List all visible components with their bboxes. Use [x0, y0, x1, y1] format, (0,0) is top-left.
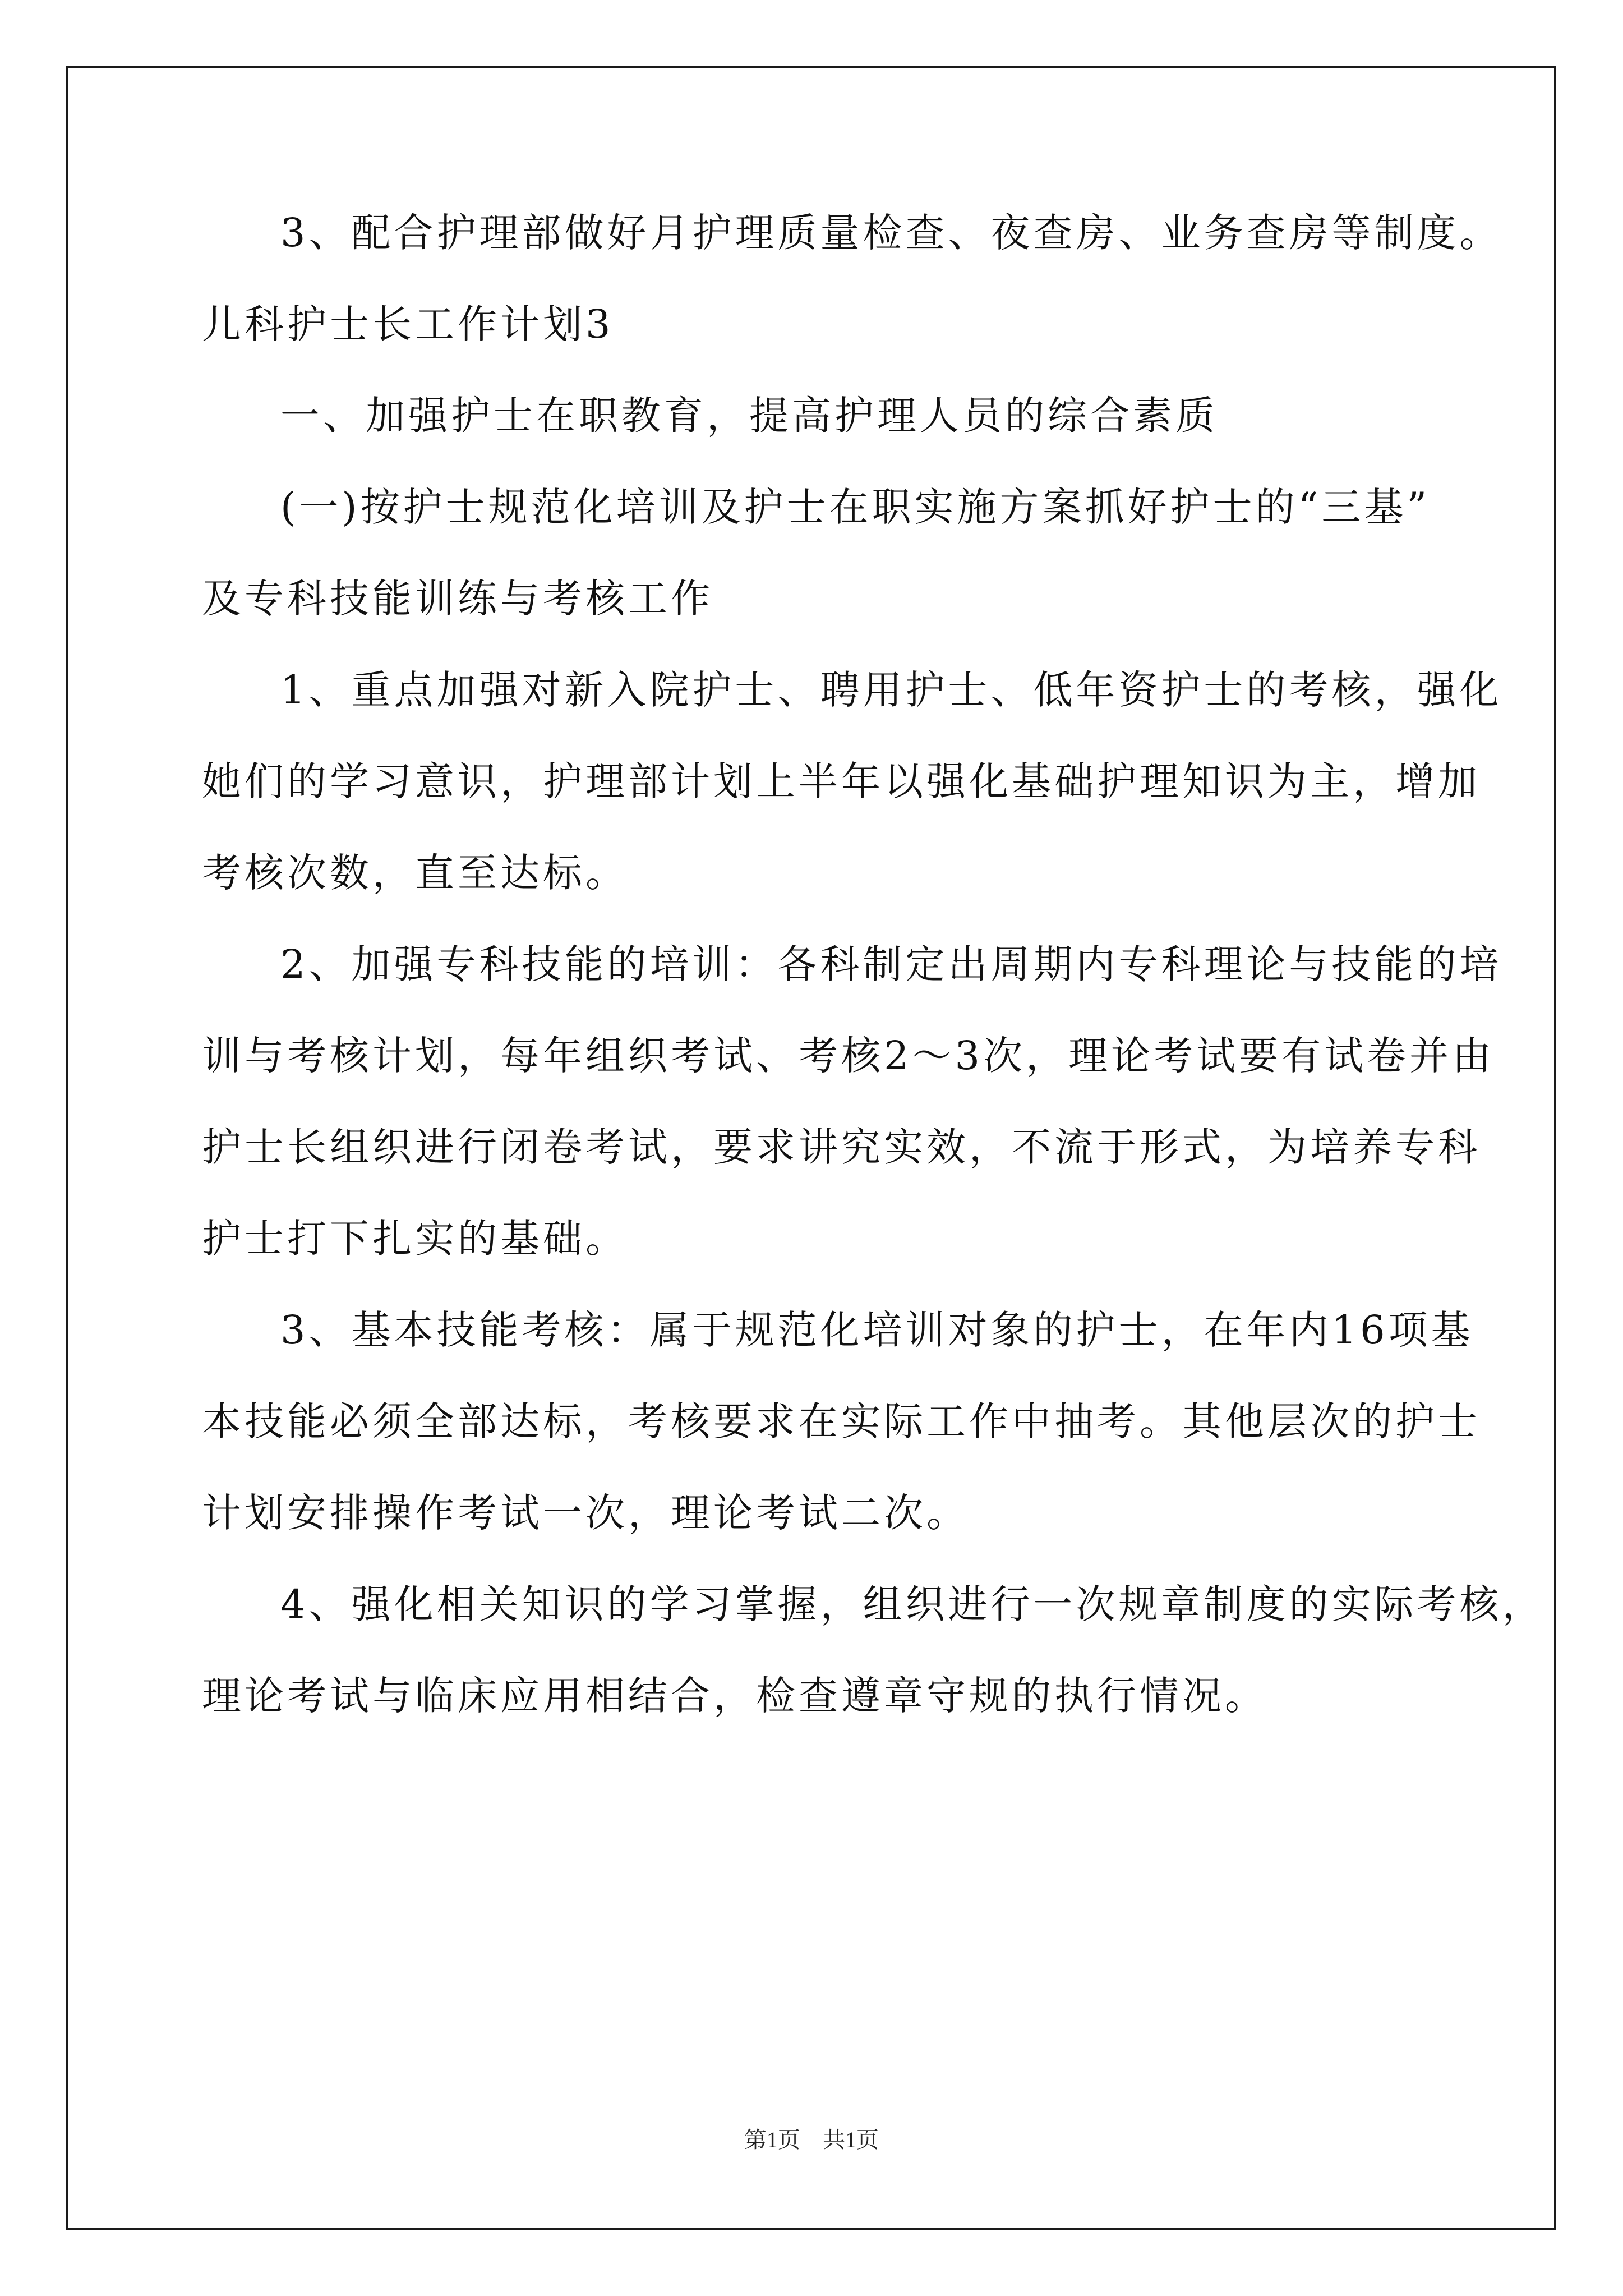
- paragraph-line: (一)按护士规范化培训及护士在职实施方案抓好护士的“三基”: [280, 484, 1431, 530]
- paragraph-line: 1、重点加强对新入院护士、聘用护士、低年资护士的考核，强化: [280, 667, 1502, 713]
- paragraph-line: 2、加强专科技能的培训：各科制定出周期内专科理论与技能的培: [280, 941, 1502, 987]
- paragraph-line: 她们的学习意识，护理部计划上半年以强化基础护理知识为主，增加: [202, 758, 1481, 804]
- paragraph-line: 护士长组织进行闭卷考试，要求讲究实效，不流于形式，为培养专科: [202, 1124, 1481, 1170]
- paragraph-line: 4、强化相关知识的学习掌握，组织进行一次规章制度的实际考核，: [280, 1581, 1545, 1627]
- paragraph-line: 训与考核计划，每年组织考试、考核2～3次，理论考试要有试卷并由: [202, 1033, 1495, 1079]
- paragraph-line: 考核次数，直至达标。: [202, 850, 628, 896]
- paragraph-line: 3、基本技能考核：属于规范化培训对象的护士，在年内16项基: [280, 1307, 1474, 1353]
- paragraph-line: 理论考试与临床应用相结合，检查遵章守规的执行情况。: [202, 1673, 1267, 1719]
- page-number-footer: 第1页 共1页: [744, 2127, 879, 2152]
- paragraph-line: 护士打下扎实的基础。: [202, 1216, 628, 1262]
- section-heading: 儿科护士长工作计划3: [202, 301, 614, 347]
- paragraph-line: 计划安排操作考试一次，理论考试二次。: [202, 1490, 969, 1536]
- paragraph-line: 本技能必须全部达标，考核要求在实际工作中抽考。其他层次的护士: [202, 1398, 1481, 1444]
- paragraph-line: 及专科技能训练与考核工作: [202, 576, 713, 622]
- subsection-heading: 一、加强护士在职教育，提高护理人员的综合素质: [280, 393, 1218, 439]
- paragraph-line: 3、配合护理部做好月护理质量检查、夜查房、业务查房等制度。: [280, 210, 1502, 256]
